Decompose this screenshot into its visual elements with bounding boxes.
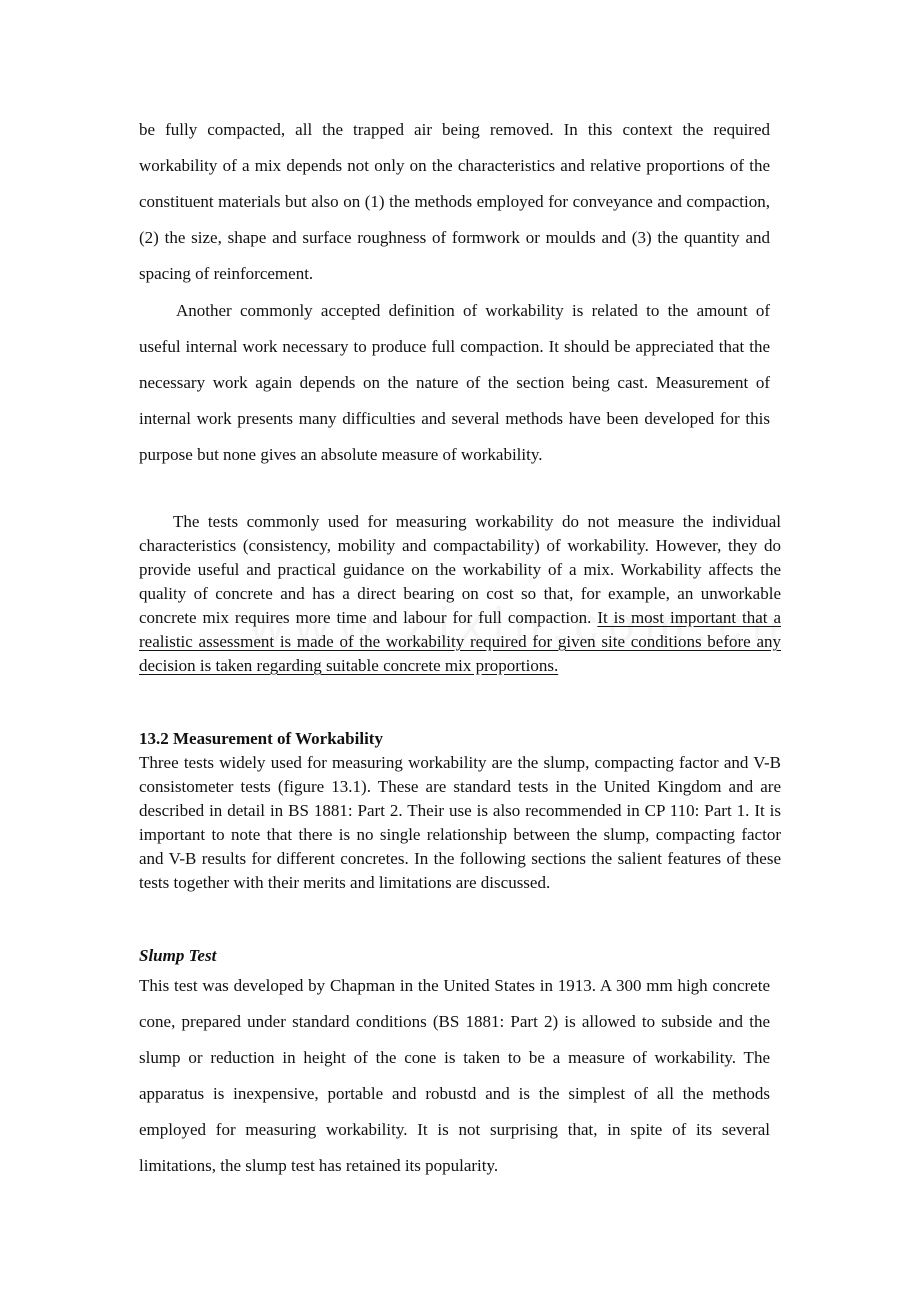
subsection-heading: Slump Test xyxy=(139,946,217,965)
paragraph-workability-tests xyxy=(139,510,781,678)
section-heading: 13.2 Measurement of Workability xyxy=(139,729,383,748)
paragraph-measurement-tests: Three tests widely used for measuring workability are the slump, compacting factor and V-B consistometer tests (figure 13.1). These are standard tests in the United Kingdom and are described in detail in BS 1881: Part 2. Their use is also recommended in CP 110: Part 1. It is important to note that there is no single relationship between the slump, compacting factor and V-B results for different concretes. In the following sections the salient features of these tests together with their merits and limitations are discussed. xyxy=(139,753,781,892)
paragraph-text: The tests commonly used for measuring workability do not measure the individual characteristics (consistency, mobility and compactability) of workability. However, they do provide useful and practical guidance on the workability of a mix. Workability affects the quality of concrete and has a direct bearing on cost so that, for example, an unworkable concrete mix requires more time and labour for full compaction. xyxy=(139,512,781,627)
paragraph-compaction-requirements: be fully compacted, all the trapped air being removed. In this context the required workability of a mix depends not only on the characteristics and relative proportions of the constituent materials but also on (1) the methods employed for conveyance and compaction, (2) the size, shape and surface roughness of formwork or moulds and (3) the quantity and spacing of reinforcement. xyxy=(139,120,770,283)
underlined-emphasis-text: It is most important that a realistic assessment is made of the workability required for given site conditions before any decision is taken regarding suitable concrete mix proportions. xyxy=(139,608,781,675)
paragraph-slump-test: This test was developed by Chapman in the United States in 1913. A 300 mm high concrete cone, prepared under standard conditions (BS 1881: Part 2) is allowed to subside and the slump or reduction in height of the cone is taken to be a measure of workability. The apparatus is inexpensive, portable and robustd and is the simplest of all the methods employed for measuring workability. It is not surprising that, in spite of its several limitations, the slump test has retained its popularity. xyxy=(139,976,770,1175)
paragraph-internal-work-definition: Another commonly accepted definition of workability is related to the amount of useful internal work necessary to produce full compaction. It should be appreciated that the necessary work again depends on the nature of the section being cast. Measurement of internal work presents many difficulties and several methods have been developed for this purpose but none gives an absolute measure of workability. xyxy=(139,301,770,464)
